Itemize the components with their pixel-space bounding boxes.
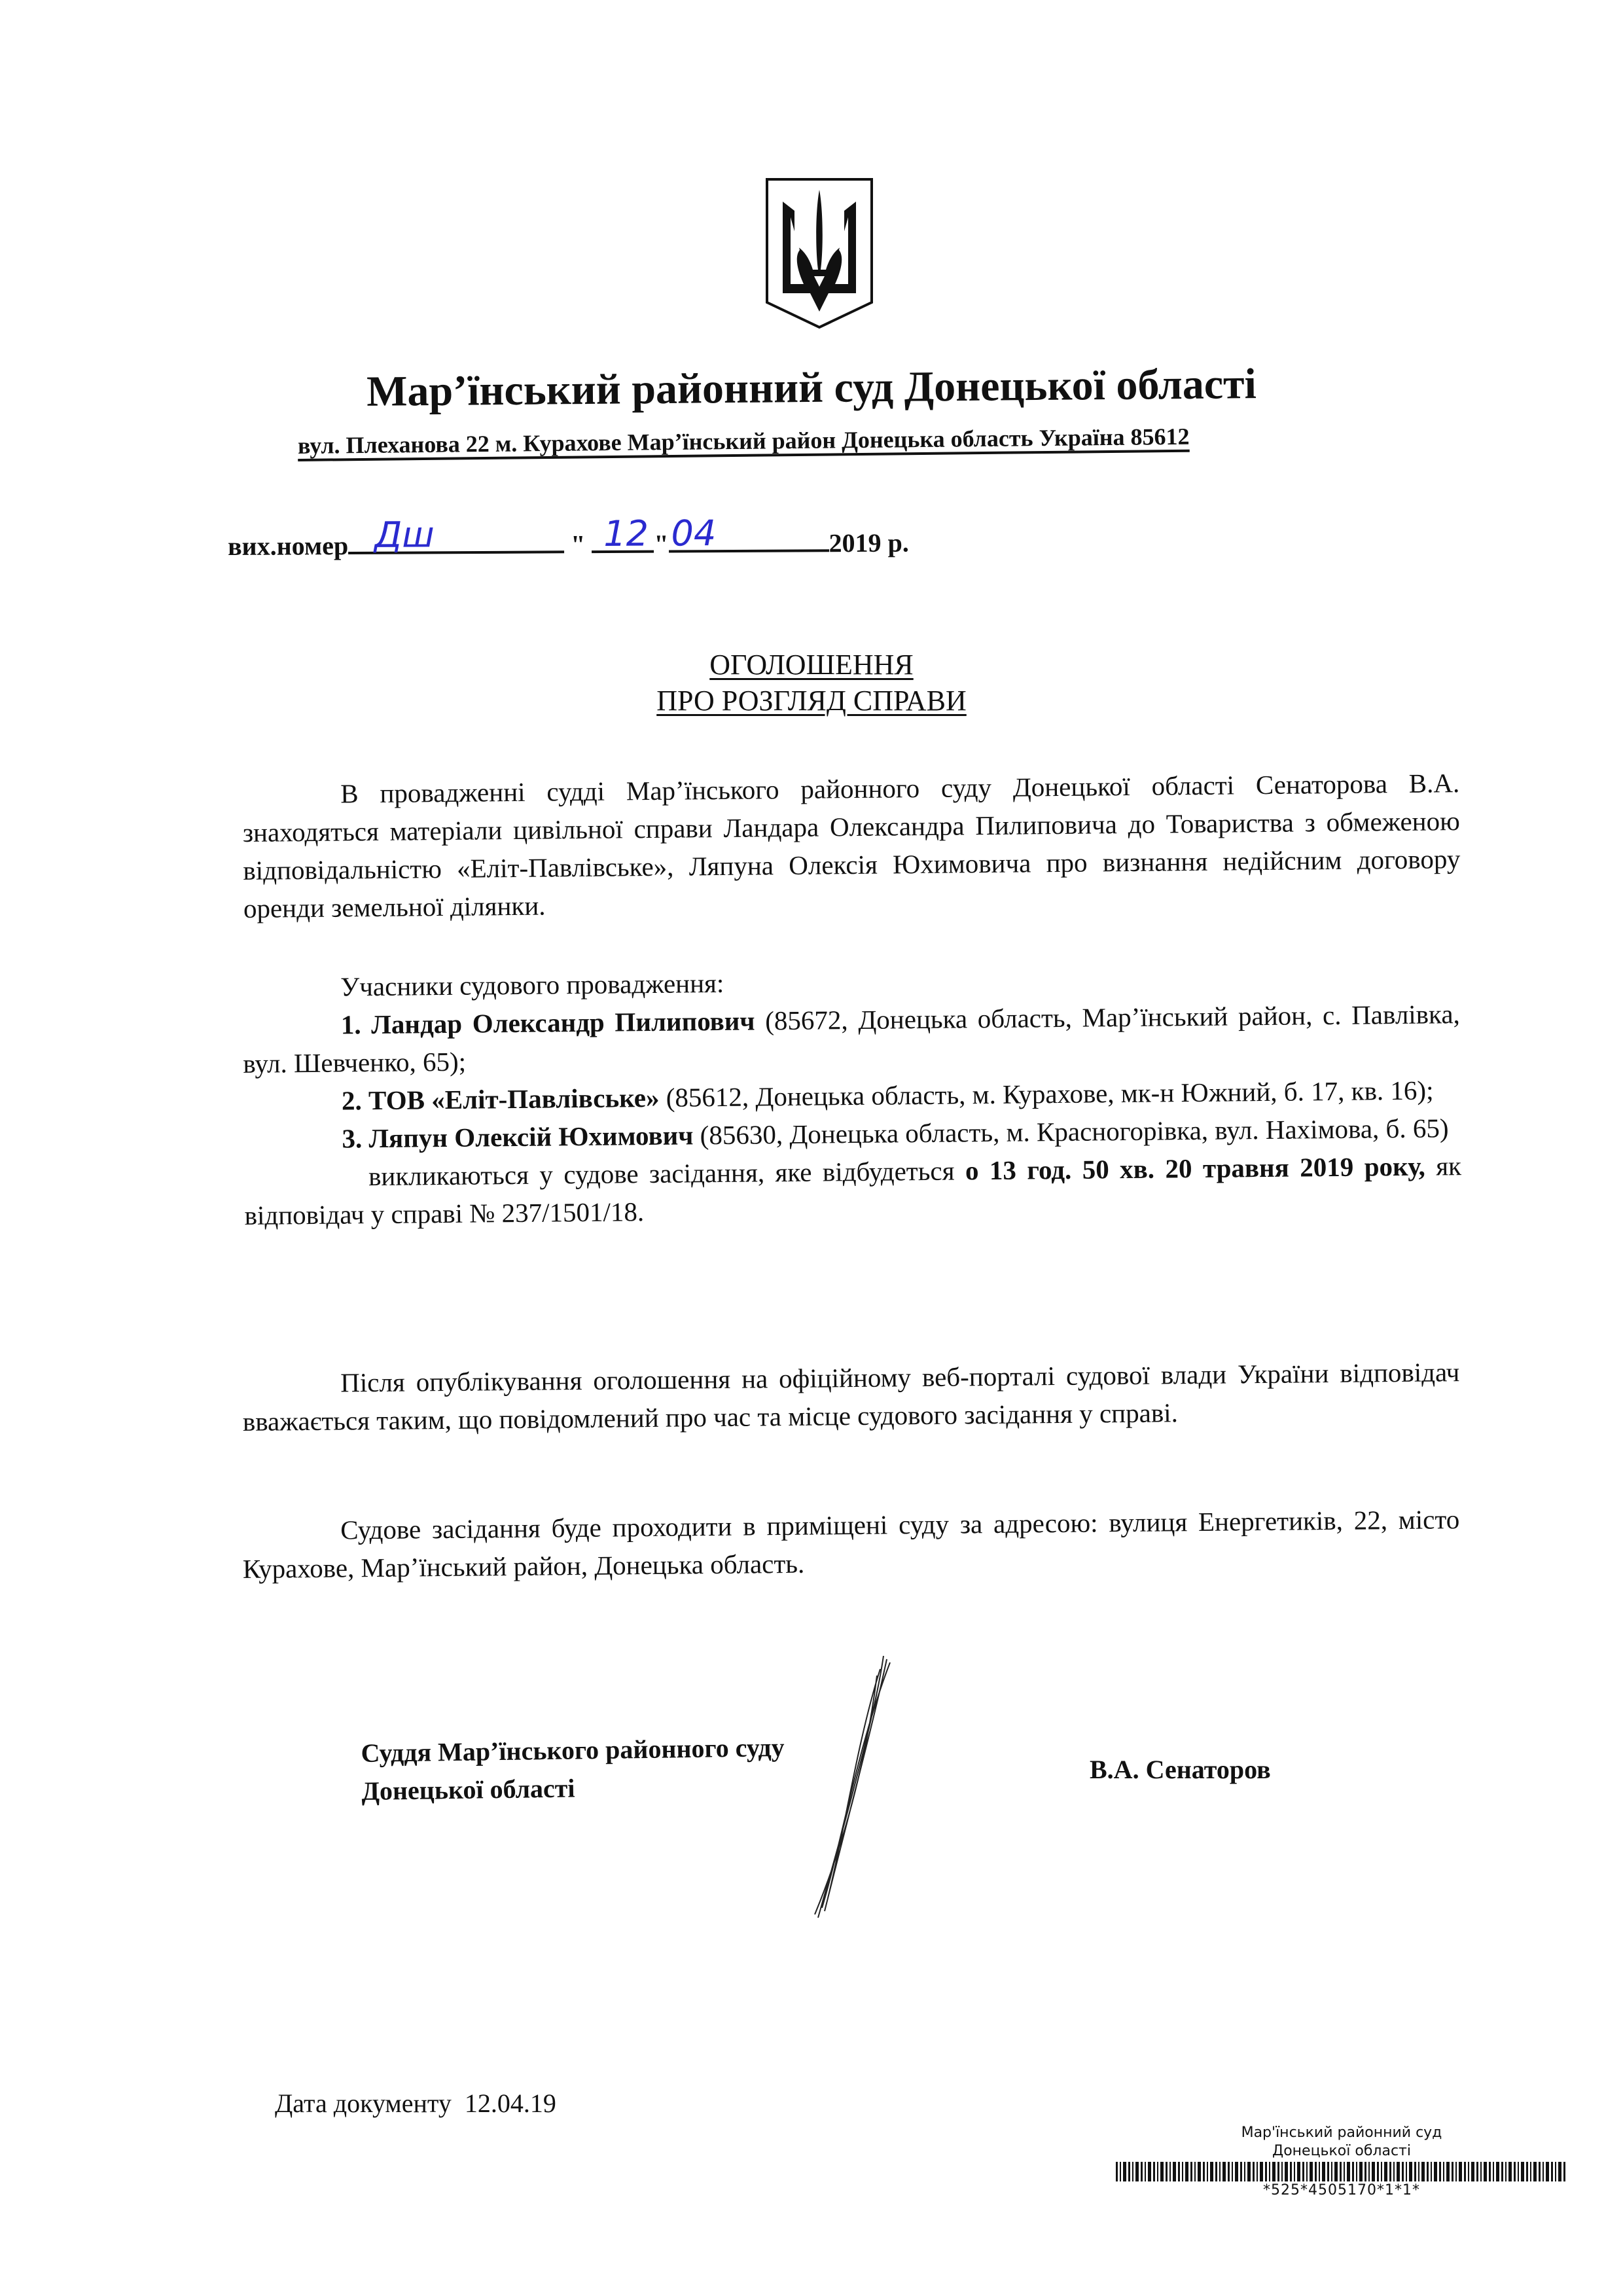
location-text: Судове засідання буде проходити в приміщені суду за адресою: вулиця Енергетиків, 22, місто Курахове, Мар’їнський район, Донецька область.: [242, 1504, 1460, 1584]
barcode-icon: [1116, 2162, 1567, 2181]
document-date-value: 12.04.19: [464, 2089, 556, 2118]
outgoing-number-label: вих.номер: [227, 531, 349, 561]
location-paragraph: [242, 1500, 1460, 1588]
outgoing-number-line: [227, 512, 909, 562]
publication-text: Після опублікування оголошення на офіційному веб-порталі судової влади України відповідач вважається таким, що повідомлений про час та місце судового засідання у справі.: [242, 1357, 1460, 1437]
handwritten-day: 12: [603, 512, 649, 554]
intro-paragraph: [242, 764, 1461, 927]
day-field: [592, 512, 654, 554]
judge-signature-icon: [779, 1649, 910, 1924]
hearing-datetime: о 13 год. 50 хв. 20 травня 2019 року,: [965, 1151, 1425, 1186]
document-date-label: Дата документу: [275, 2089, 452, 2118]
registry-stamp: [1106, 2124, 1577, 2200]
month-field: [668, 512, 829, 554]
handwritten-month: 04: [671, 512, 717, 554]
participant-name: ТОВ «Еліт-Павлівське»: [368, 1082, 660, 1116]
signer-position-line1: Суддя Мар’їнського районного суду: [361, 1732, 785, 1768]
document-date: [275, 2088, 556, 2119]
court-address: вул. Плеханова 22 м. Курахове Мар’їнський район Донецька область Україна 85612: [297, 423, 1190, 459]
participant-address: (85630, Донецька область, м. Красногорівка, вул. Нахімова, б. 65): [693, 1113, 1449, 1151]
stamp-court-name: Мар'їнський районний суд: [1241, 2125, 1442, 2141]
signer-name: В.А. Сенаторов: [1090, 1755, 1271, 1784]
summons-pre: викликаються у судове засідання, яке відбудеться: [368, 1155, 966, 1192]
year-text: 2019 р.: [829, 528, 909, 558]
participants-label: Учасники судового провадження:: [340, 967, 724, 1002]
summons-text: [244, 1147, 1462, 1234]
participant-item: [243, 995, 1461, 1083]
heading-line1: [0, 648, 1623, 681]
heading-subtitle: ПРО РОЗГЛЯД СПРАВИ: [656, 685, 967, 717]
publication-paragraph: [242, 1353, 1460, 1441]
quote-open: ": [571, 529, 586, 560]
participant-num: 3.: [342, 1123, 363, 1154]
participant-name: Ляпун Олексій Юхимович: [368, 1120, 694, 1154]
quote-close: ": [654, 529, 669, 559]
barcode-number: *525*4505170*1*1*: [1263, 2182, 1420, 2198]
signer-position-line2: Донецької області: [361, 1773, 575, 1806]
heading-line2: [0, 684, 1623, 717]
stamp-region: Донецької області: [1272, 2143, 1411, 2159]
participant-address: (85612, Донецька область, м. Курахове, мк-н Южний, б. 17, кв. 16);: [659, 1075, 1434, 1113]
outgoing-number-field: [348, 514, 564, 556]
court-name: Мар’їнський районний суд Донецької області: [366, 360, 1257, 416]
ukraine-emblem-icon: [760, 171, 878, 329]
participant-num: 1.: [340, 1009, 361, 1040]
participant-address: (85672, Донецька область, Мар’їнський район, с. Павлівка, вул. Шевченко, 65);: [243, 999, 1460, 1079]
handwritten-number: Дш: [374, 514, 435, 556]
participant-num: 2.: [341, 1085, 362, 1116]
heading-title: ОГОЛОШЕННЯ: [709, 649, 914, 681]
signer-position: [361, 1729, 785, 1810]
case-number-text: як відповідач у справі № 237/1501/18.: [244, 1151, 1462, 1230]
participants-block: [242, 957, 1462, 1234]
participant-name: Ландар Олександр Пилипович: [371, 1005, 755, 1040]
intro-text: В провадженні судді Мар’їнського районного суду Донецької області Сенаторова В.А. знаходяться матеріали цивільної справи Ландара Олександра Пилиповича до Товариства з обмеженою відповідальністю «Еліт-Павлівське», Ляпуна Олексія Юхимовича про визнання недійсним договору оренди земельної ділянки.: [242, 768, 1461, 924]
